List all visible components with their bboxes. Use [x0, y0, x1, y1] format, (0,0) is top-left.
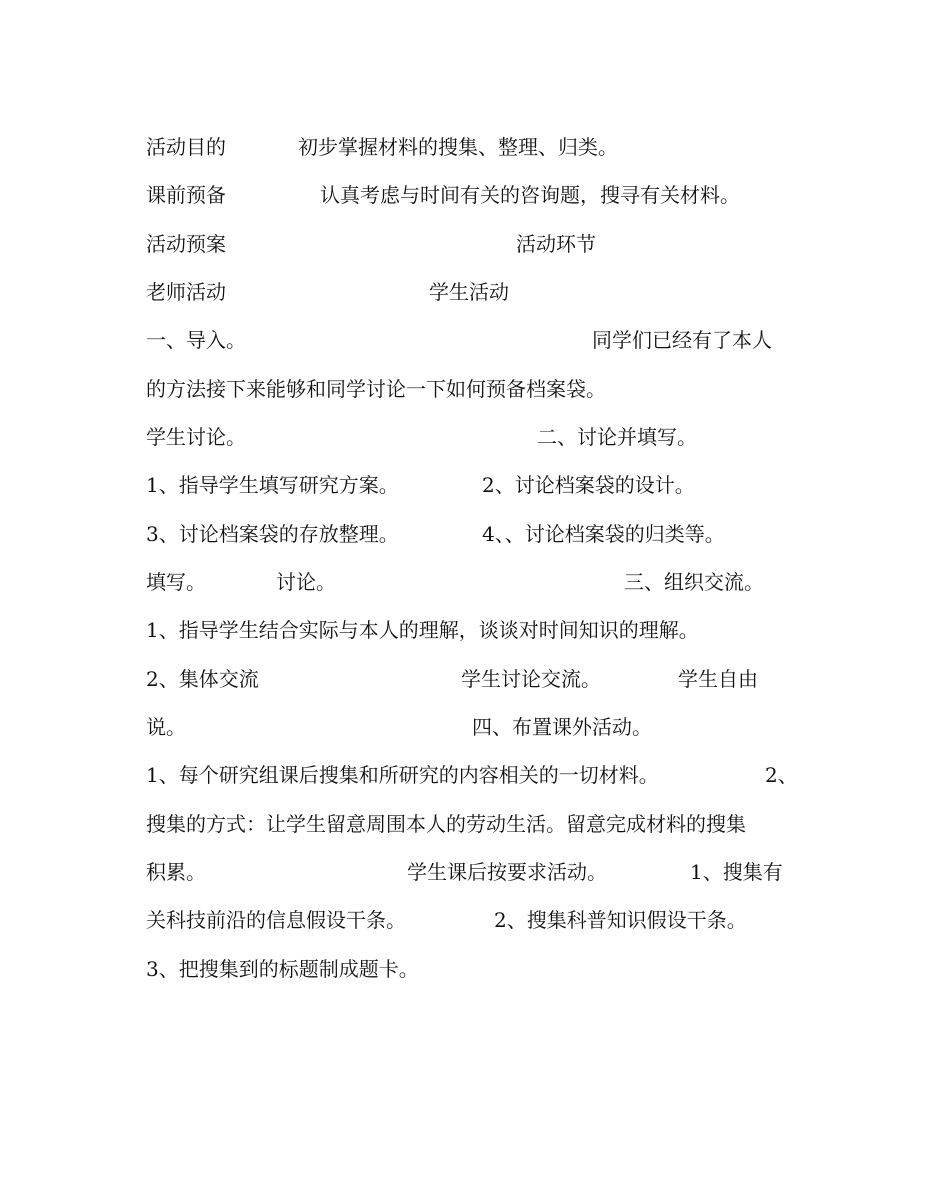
text-line: [0, 659, 950, 699]
text-segment: 的方法接下来能够和同学讨论一下如何预备档案袋。: [146, 377, 606, 401]
text-segment: 积累。: [146, 860, 206, 884]
text-line: [0, 707, 950, 747]
label-activity-goal: 活动目的: [146, 135, 226, 159]
text-activity-goal: 初步掌握材料的搜集、整理、归类。: [298, 135, 618, 159]
text-line: [0, 949, 950, 989]
text-segment: 讨论。: [276, 570, 336, 594]
text-segment: 2、讨论档案袋的设计。: [482, 473, 695, 497]
text-line: [0, 852, 950, 892]
section-discuss-fill: 二、讨论并填写。: [537, 425, 697, 449]
text-segment: 2、集体交流: [146, 667, 259, 691]
text-segment: 搜集的方式：让学生留意周围本人的劳动生活。留意完成材料的搜集: [146, 812, 746, 836]
text-line: [0, 755, 950, 795]
text-line: [0, 320, 950, 360]
text-line: [0, 804, 950, 844]
text-line: [0, 224, 950, 264]
text-segment: 1、每个研究组课后搜集和所研究的内容相关的一切材料。: [146, 763, 659, 787]
text-line: [0, 610, 950, 650]
text-line: [0, 272, 950, 312]
text-segment: 学生自由: [678, 667, 758, 691]
text-line: [0, 514, 950, 554]
text-segment: 学生课后按要求活动。: [407, 860, 607, 884]
text-segment: 1、搜集有: [690, 860, 783, 884]
section-extracurricular: 四、布置课外活动。: [472, 715, 652, 739]
text-line: [0, 465, 950, 505]
label-teacher-activity: 老师活动: [146, 280, 226, 304]
text-line: [0, 369, 950, 409]
text-segment: 4、、讨论档案袋的归类等。: [482, 522, 725, 546]
text-segment: 1、指导学生结合实际与本人的理解，谈谈对时间知识的理解。: [146, 618, 699, 642]
text-preparation: 认真考虑与时间有关的咨询题，搜寻有关材料。: [320, 183, 740, 207]
text-segment: 3、把搜集到的标题制成题卡。: [146, 957, 419, 981]
text-line: [0, 417, 950, 457]
section-exchange: 三、组织交流。: [624, 570, 764, 594]
text-line: [0, 175, 950, 215]
text-segment: 3、讨论档案袋的存放整理。: [146, 522, 399, 546]
label-preparation: 课前预备: [146, 183, 226, 207]
text-segment: 学生讨论交流。: [461, 667, 601, 691]
text-line: [0, 562, 950, 602]
text-segment: 说。: [146, 715, 186, 739]
text-segment: 学生讨论。: [146, 425, 246, 449]
text-segment: 填写。: [146, 570, 206, 594]
text-segment: 2、: [765, 763, 798, 787]
text-line: [0, 127, 950, 167]
label-activity-plan: 活动预案: [146, 232, 226, 256]
label-student-activity: 学生活动: [429, 280, 509, 304]
text-segment: 1、指导学生填写研究方案。: [146, 473, 399, 497]
text-segment: 同学们已经有了本人: [592, 328, 772, 352]
label-activity-steps: 活动环节: [516, 232, 596, 256]
text-segment: 2、搜集科普知识假设干条。: [494, 908, 747, 932]
text-line: [0, 900, 950, 940]
text-segment: 关科技前沿的信息假设干条。: [146, 908, 406, 932]
section-intro: 一、导入。: [146, 328, 246, 352]
